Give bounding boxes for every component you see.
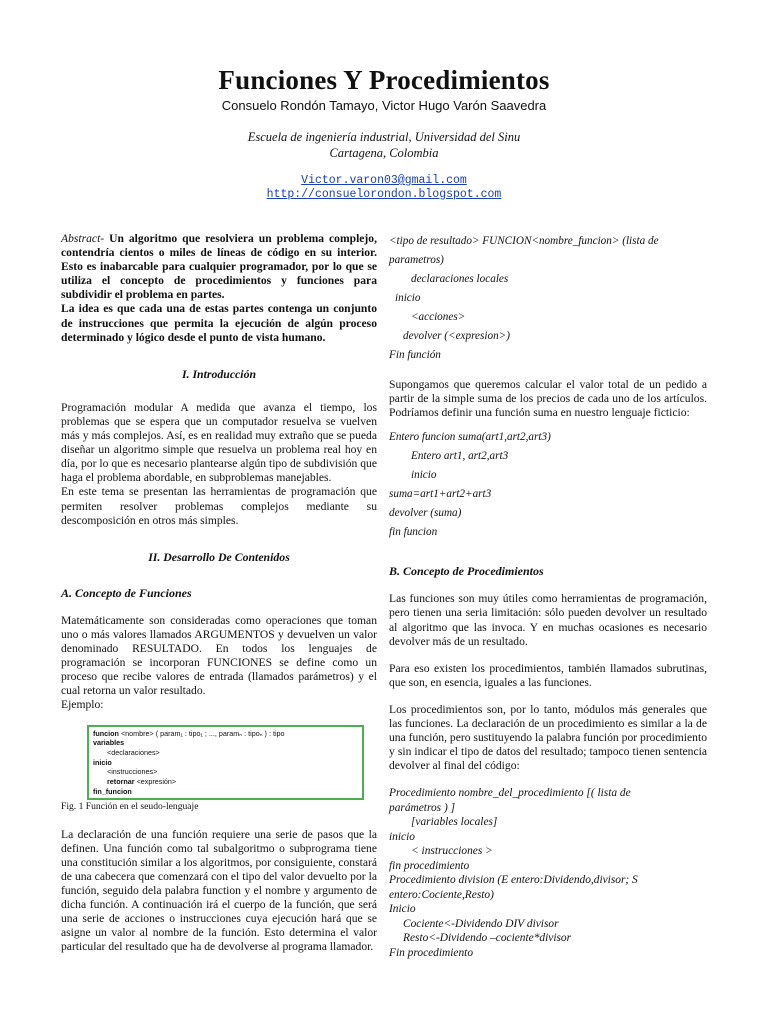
funciones-ejemplo-label: Ejemplo: — [61, 698, 104, 712]
fig-kw-fin-funcion: fin_funcion — [93, 786, 132, 796]
suma-function-code — [389, 428, 707, 542]
code3-line-6: fin procedimiento — [389, 859, 470, 872]
subsection-heading-funciones: A. Concepto de Funciones — [61, 585, 192, 600]
fig-kw-retornar: retornar — [107, 777, 135, 787]
code2-line-6: fin funcion — [389, 526, 438, 539]
code1-line-3: declaraciones locales — [411, 273, 509, 285]
fig-return-expr: <expresión> — [136, 777, 177, 787]
abstract-text-2: La idea es que cada una de estas partes contenga un conjunto de instrucciones que permita la ejecución de algún proceso determinado y lógico desde el punto de vista humano. — [61, 302, 377, 344]
code1-line-2: parametros) — [389, 254, 444, 266]
abstract — [61, 232, 377, 302]
code2-line-2: Entero art1, art2,art3 — [411, 450, 509, 463]
affiliation-line-2: Cartagena, Colombia — [329, 146, 439, 160]
fig-kw-funcion: funcion — [93, 728, 119, 738]
blog-link[interactable]: http://consuelorondon.blogspot.com — [266, 188, 502, 201]
figure-1-caption: Fig. 1 Función en el seudo-lenguaje — [61, 801, 199, 813]
section-heading-desarrollo: II. Desarrollo De Contenidos — [148, 549, 290, 564]
funciones-paragraph-2: La declaración de una función requiere una serie de pasos que la definen. Una función como tal subalgoritmo o subprograma tiene una constitución similar a los algoritmos, por consiguiente, constará de una cabecera que comenzará con el tipo del valor devuelto por la función, seguido dela palabra function y el nombre y argumento de dicha función. A continuación irá el cuerpo de la función, que será una serie de acciones o instrucciones cuya ejecución hará que se asigne un valor al nombre de la función. Esto determina el valor particular del resultado que ha de devolverse al programa llamador. — [61, 827, 377, 954]
code3-line-8: entero:Cociente,Resto) — [389, 888, 494, 901]
funciones-paragraph-1: Matemáticamente son consideradas como operaciones que toman uno o más valores llamados ARGUMENTOS y devuelven un valor denominado RESULTADO. En todos los lenguajes de programación se incorporan FUNCIONES se define como un proceso que recibe valores de entrada (llamados parámetros) y el cual retorna un valor resultado. — [61, 613, 377, 698]
spacer — [61, 815, 377, 828]
code3-line-1: Procedimiento nombre_del_procedimiento [( lista de — [389, 787, 631, 800]
fig-kw-inicio: inicio — [93, 757, 112, 767]
figure-1-code-box — [87, 725, 364, 801]
fig-line-6 — [93, 777, 358, 787]
paper-title: Funciones Y Procedimientos — [218, 65, 550, 95]
right-column — [389, 232, 707, 960]
intro-paragraph-1: Programación modular A medida que avanza el tiempo, los problemas que se espera que un computador resuelva se vuelven más y más complejos. Así, es en realidad muy extraño que se pueda diseñar un algoritmo simple que resuelva un problema real hoy en día, por lo que es necesario plantearse algún tipo de subdivisión que haga el problema abordable, en subproblemas manejables. — [61, 400, 377, 485]
code3-line-9: Inicio — [389, 903, 416, 916]
code3-line-4: inicio — [389, 830, 415, 843]
fig-line-7 — [93, 787, 358, 797]
contact-links — [0, 174, 768, 202]
code2-line-3: inicio — [411, 469, 437, 482]
procedure-syntax-code — [389, 786, 707, 960]
code1-line-5: <acciones> — [411, 311, 466, 323]
code3-line-3: [variables locales] — [411, 816, 498, 829]
suma-paragraph: Supongamos que queremos calcular el valor total de un pedido a partir de la simple suma de los precios de cada uno de los artículos. Podríamos definir una función suma en nuestro lenguaje ficticio: — [389, 378, 707, 420]
left-column — [61, 232, 377, 954]
code2-line-5: devolver (suma) — [389, 507, 462, 520]
spacer — [389, 690, 707, 703]
fig-line-1 — [93, 729, 358, 739]
code3-line-11: Resto<-Dividendo –cociente*divisor — [403, 932, 572, 945]
function-syntax-code — [389, 232, 707, 365]
code1-line-6: devolver (<expresion>) — [403, 330, 510, 342]
fig-line-3: <declaraciones> — [107, 747, 160, 757]
abstract-label: Abstract- — [61, 232, 105, 245]
fig-signature: <nombre> ( param₁ : tipo₁ ; ..., paramₙ : tipoₙ ) : tipo — [120, 728, 285, 738]
procedimientos-paragraph-2: Para eso existen los procedimientos, también llamados subrutinas, que son, en esencia, iguales a las funciones. — [389, 661, 707, 689]
spacer — [389, 773, 707, 786]
spacer — [389, 649, 707, 662]
fig-line-4 — [93, 758, 358, 768]
fig-kw-variables: variables — [93, 738, 125, 748]
code1-line-4: inicio — [395, 292, 421, 304]
affiliation — [0, 129, 768, 161]
procedimientos-paragraph-3: Los procedimientos son, por lo tanto, módulos más generales que las funciones. La declaración de un procedimiento es similar a la de una función, pero sustituyendo la palabra función por procedimiento y sin indicar el tipo de datos del resultado; tampoco tienen sentencia devolver al final del código: — [389, 702, 707, 773]
spacer — [389, 365, 707, 378]
code3-line-2: parámetros ) ] — [389, 801, 456, 814]
intro-paragraph-2: En este tema se presentan las herramientas de programación que permiten resolver problemas complejos mediante su descomposición en otros más simples. — [61, 485, 377, 527]
code3-line-5: < instrucciones > — [411, 845, 493, 858]
section-heading-introduccion: I. Introducción — [181, 366, 257, 381]
code3-line-7: Procedimiento division (E entero:Dividendo,divisor; S — [389, 874, 638, 887]
subsection-heading-procedimientos: B. Concepto de Procedimientos — [389, 564, 544, 579]
fig-line-5: <instrucciones> — [107, 767, 158, 777]
procedimientos-paragraph-1: Las funciones son muy útiles como herramientas de programación, pero tienen una seria limitación: sólo pueden devolver un resultado al algoritmo que las invoca. Y en muchas ocasiones es necesario devolver más de un resultado. — [389, 592, 707, 648]
abstract-text-1: Un algoritmo que resolviera un problema complejo, contendría cientos o miles de líneas de código en su interior. Esto es inabarcable para cualquier programador, por lo que se utiliza el concepto de procedimientos y funciones para subdividir el problema en partes. — [61, 232, 377, 302]
code2-line-1: Entero funcion suma(art1,art2,art3) — [389, 431, 551, 444]
code2-line-4: suma=art1+art2+art3 — [389, 488, 492, 501]
code3-line-12: Fin procedimiento — [389, 946, 474, 959]
code1-line-7: Fin función — [389, 349, 441, 361]
fig-line-2 — [93, 738, 358, 748]
paper-header — [0, 62, 768, 202]
email-link[interactable]: Victor.varon03@gmail.com — [301, 174, 467, 187]
affiliation-line-1: Escuela de ingeniería industrial, Universidad del Sinu — [247, 130, 521, 144]
code1-line-1: <tipo de resultado> FUNCION<nombre_funcion> (lista de — [389, 235, 659, 247]
code3-line-10: Cociente<-Dividendo DIV divisor — [403, 917, 559, 930]
authors: Consuelo Rondón Tamayo, Victor Hugo Varón Saavedra — [221, 98, 547, 113]
abstract-paragraph-2 — [61, 302, 377, 344]
spacer — [389, 420, 707, 428]
